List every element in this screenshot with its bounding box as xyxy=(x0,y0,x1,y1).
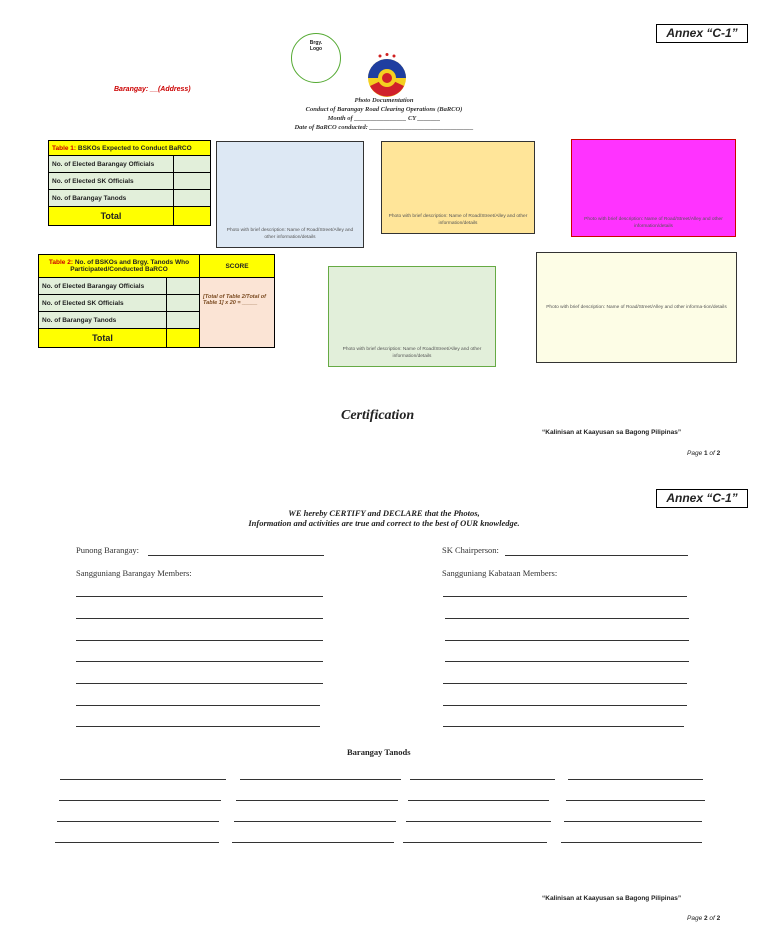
sk-chairperson-signature-line[interactable] xyxy=(505,555,688,556)
table-1-total-value[interactable] xyxy=(174,207,211,226)
declaration-line-2: Information and activities are true and correct to the best of OUR knowledge. xyxy=(248,518,520,528)
page-prefix: Page xyxy=(687,915,704,922)
tanod-signature-line[interactable] xyxy=(60,779,226,780)
header-line-1: Photo Documentation xyxy=(354,97,414,104)
table-2-row-label: No. of Barangay Tanods xyxy=(39,312,167,329)
table-row xyxy=(49,190,211,207)
barangay-address: Barangay: __(Address) xyxy=(114,86,191,93)
page-current: 1 xyxy=(704,450,708,457)
tanod-signature-line[interactable] xyxy=(403,842,547,843)
table-2-total-label: Total xyxy=(39,329,167,348)
document-header xyxy=(262,96,506,132)
table-1 xyxy=(48,140,211,226)
tanod-signature-line[interactable] xyxy=(561,842,702,843)
page-total: 2 xyxy=(716,450,721,457)
table-2-row-value[interactable] xyxy=(167,278,200,295)
photo-description: Photo with brief description: Name of Road/Street/Alley and other information/details xyxy=(388,214,528,226)
table-row xyxy=(49,173,211,190)
photo-description: Photo with brief description: Name of Road/Street/Alley and other information/details xyxy=(584,217,723,229)
tanod-signature-line[interactable] xyxy=(55,842,219,843)
sb-member-signature-line[interactable] xyxy=(76,726,320,727)
tanod-signature-line[interactable] xyxy=(406,821,551,822)
photo-placeholder-2[interactable] xyxy=(381,141,535,234)
header-line-2: Conduct of Barangay Road Clearing Operations (BaRCO) xyxy=(305,106,463,113)
page-total: 2 xyxy=(716,915,721,922)
table-1-total-label: Total xyxy=(49,207,174,226)
sb-member-signature-line[interactable] xyxy=(76,705,320,706)
table-1-header xyxy=(49,141,211,156)
certification-title: Certification xyxy=(341,408,415,423)
sb-member-signature-line[interactable] xyxy=(76,640,323,641)
photo-description: Photo with brief description: Name of Road/Street/Alley and other information/details xyxy=(226,228,354,240)
sk-member-signature-line[interactable] xyxy=(443,596,687,597)
sk-member-signature-line[interactable] xyxy=(445,661,689,662)
sb-member-signature-line[interactable] xyxy=(76,661,323,662)
table-1-prefix: Table 1: xyxy=(52,144,77,152)
declaration xyxy=(184,508,584,528)
page-current: 2 xyxy=(704,915,708,922)
tanod-signature-line[interactable] xyxy=(234,821,396,822)
tanod-signature-line[interactable] xyxy=(408,800,549,801)
table-1-total-row xyxy=(49,207,211,226)
table-2-header xyxy=(39,255,200,278)
tanod-signature-line[interactable] xyxy=(57,821,219,822)
score-formula-cell[interactable] xyxy=(200,278,275,348)
tanod-signature-line[interactable] xyxy=(240,779,401,780)
annex-label-page2: Annex “C-1” xyxy=(656,489,748,508)
government-seal xyxy=(362,52,412,100)
page-number-2 xyxy=(687,915,720,922)
sk-member-signature-line[interactable] xyxy=(445,618,689,619)
table-1-row-value[interactable] xyxy=(174,156,211,173)
sk-member-signature-line[interactable] xyxy=(443,683,687,684)
score-formula: [Total of Table 2/Total of Table 1] x 20 = _____ xyxy=(203,294,266,306)
motto-page1: “Kalinisan at Kaayusan sa Bagong Pilipinas” xyxy=(542,429,682,436)
table-2-total-value[interactable] xyxy=(167,329,200,348)
table-1-row-value[interactable] xyxy=(174,173,211,190)
table-2-row-label: No. of Elected Barangay Officials xyxy=(39,278,167,295)
motto-page2: “Kalinisan at Kaayusan sa Bagong Pilipinas” xyxy=(542,895,682,902)
sb-member-signature-line[interactable] xyxy=(76,618,323,619)
table-1-row-label: No. of Elected SK Officials xyxy=(49,173,174,190)
tanod-signature-line[interactable] xyxy=(236,800,398,801)
tanod-signature-line[interactable] xyxy=(568,779,703,780)
punong-barangay-label: Punong Barangay: xyxy=(76,545,140,555)
table-1-title: BSKOs Expected to Conduct BaRCO xyxy=(76,144,192,152)
table-row xyxy=(49,156,211,173)
page-number-1 xyxy=(687,450,720,457)
photo-description: Photo with brief description: Name of Road/Street/Alley and other information/details xyxy=(342,347,482,359)
page-mid: of xyxy=(707,915,717,922)
sk-members-label: Sangguniang Kabataan Members: xyxy=(442,568,558,578)
punong-barangay-signature-line[interactable] xyxy=(148,555,324,556)
table-1-row-label: No. of Elected Barangay Officials xyxy=(49,156,174,173)
logo-label: Brgy. Logo xyxy=(309,40,323,52)
page-mid: of xyxy=(707,450,717,457)
barangay-tanods-heading: Barangay Tanods xyxy=(347,747,411,757)
sb-member-signature-line[interactable] xyxy=(76,683,323,684)
tanod-signature-line[interactable] xyxy=(59,800,221,801)
sk-member-signature-line[interactable] xyxy=(443,726,684,727)
table-1-row-label: No. of Barangay Tanods xyxy=(49,190,174,207)
sk-chairperson-label: SK Chairperson: xyxy=(442,545,499,555)
header-line-4: Date of BaRCO conducted: ________________________________ xyxy=(294,124,474,131)
photo-placeholder-1[interactable] xyxy=(216,141,364,248)
sb-member-signature-line[interactable] xyxy=(76,596,323,597)
tanod-signature-line[interactable] xyxy=(410,779,555,780)
table-2 xyxy=(38,254,275,348)
photo-placeholder-3[interactable] xyxy=(571,139,736,237)
header-line-3: Month of ________________ CY _______ xyxy=(327,115,441,122)
score-header: SCORE xyxy=(200,255,275,278)
tanod-signature-line[interactable] xyxy=(232,842,394,843)
page-prefix: Page xyxy=(687,450,704,457)
table-2-row-value[interactable] xyxy=(167,312,200,329)
tanod-signature-line[interactable] xyxy=(566,800,705,801)
table-1-row-value[interactable] xyxy=(174,190,211,207)
sk-member-signature-line[interactable] xyxy=(445,640,689,641)
sb-members-label: Sangguniang Barangay Members: xyxy=(76,568,192,578)
photo-placeholder-4[interactable] xyxy=(328,266,496,367)
tanod-signature-line[interactable] xyxy=(564,821,702,822)
table-2-prefix: Table 2: xyxy=(48,259,74,266)
declaration-line-1: WE hereby CERTIFY and DECLARE that the Photos, xyxy=(288,508,480,518)
photo-description: Photo with brief description: Name of Road/Street/Alley and other informa-tion/details xyxy=(546,305,727,310)
sk-member-signature-line[interactable] xyxy=(443,705,687,706)
annex-label-page1: Annex “C-1” xyxy=(656,24,748,43)
table-2-title: No. of BSKOs and Brgy. Tanods Who Participated/Conducted BaRCO xyxy=(70,259,190,273)
table-row xyxy=(39,278,275,295)
table-2-row-label: No. of Elected SK Officials xyxy=(39,295,167,312)
photo-placeholder-5[interactable] xyxy=(536,252,737,363)
table-2-row-value[interactable] xyxy=(167,295,200,312)
barangay-logo-placeholder xyxy=(291,33,341,83)
